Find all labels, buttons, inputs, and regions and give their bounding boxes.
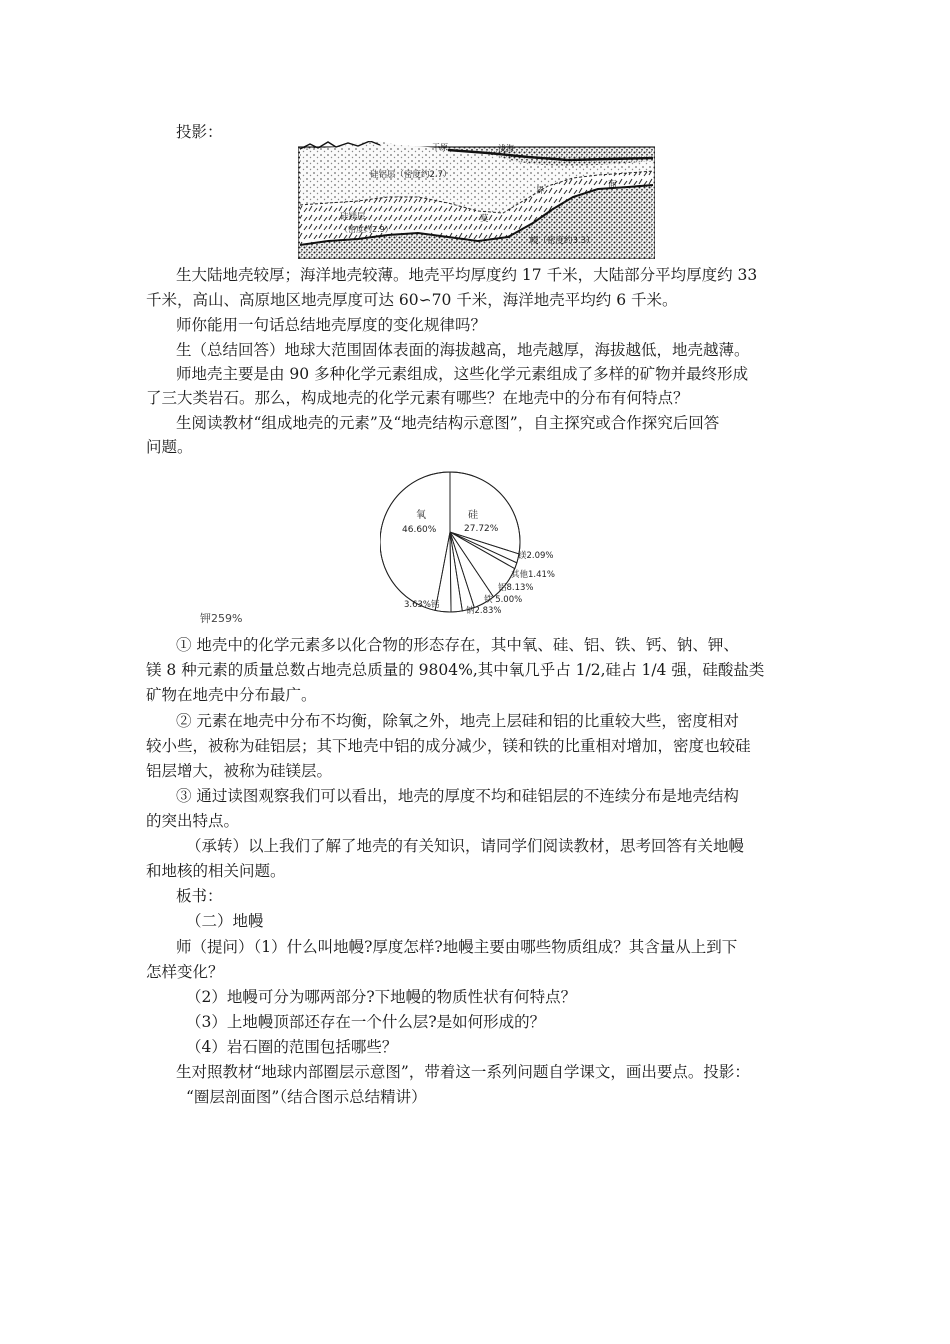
teacher-2-line-2: 了三大类岩石。那么，构成地壳的化学元素有哪些？在地壳中的分布有何特点？: [146, 389, 689, 407]
teacher-question-4: （4）岩石圈的范围包括哪些？: [186, 1038, 398, 1056]
student-3-line-1: 生对照教材“地球内部圈层示意图”，带着这一系列问题自学课文，画出要点。投影：: [176, 1063, 750, 1081]
pie-label-other: 其他1.41%: [511, 570, 556, 580]
point-2-line-1: ② 元素在地壳中分布不均衡，除氧之外，地壳上层硅和铝的比重较大些，密度相对: [176, 712, 739, 730]
point-3-line-2: 的突出特点。: [146, 812, 240, 830]
point-2-line-2: 较小些，被称为硅铝层；其下地壳中铝的成分减少，镁和铁的比重相对增加，密度也较硅: [146, 737, 751, 755]
label-moho: 莫: [480, 214, 489, 224]
label-sima-density: （密度约2.9）: [340, 225, 393, 234]
point-2-line-3: 铝层增大，被称为硅镁层。: [146, 762, 333, 780]
label-boundary: 界: [536, 186, 545, 196]
pie-label-aluminium: 铝8.13%: [498, 583, 534, 593]
board-label: 板书：: [176, 887, 223, 905]
projection-label: 投影：: [176, 123, 223, 141]
teacher-question-1-line-2: 怎样变化？: [146, 963, 224, 981]
point-1-line-1: ① 地壳中的化学元素多以化合物的形态存在，其中氧、硅、铝、铁、钙、钠、钾、: [176, 636, 739, 654]
student-3-line-2: “圈层剖面图”（结合图示总结精讲）: [186, 1088, 427, 1106]
label-dry-plain: 干原: [432, 143, 448, 152]
crust-section-figure: [298, 141, 655, 259]
pie-label-oxygen-name: 氧: [416, 510, 426, 521]
pie-label-silicon-value: 27.72%: [464, 524, 499, 534]
pie-label-magnesium: 镁2.09%: [518, 551, 554, 561]
label-mantle: 幔（密度约3.3）: [530, 236, 595, 246]
label-sial-layer: 硅铝层（密度约2.7）: [370, 170, 452, 180]
label-shallow-sea: 浅海: [498, 144, 514, 153]
potassium-label: 钾259%: [200, 612, 243, 625]
student-2-line-1: 生阅读教材“组成地壳的元素”及“地壳结构示意图”，自主探究或合作探究后回答: [176, 414, 720, 432]
pie-label-silicon-name: 硅: [468, 510, 478, 521]
crust-elements-pie-chart: [380, 462, 590, 622]
teacher-question-1-line-1: 师（提问）（1）什么叫地幔?厚度怎样?地幔主要由哪些物质组成？其含量从上到下: [176, 938, 738, 956]
point-1-line-3: 矿物在地壳中分布最广。: [146, 686, 317, 704]
student-answer-1: 生（总结回答）地球大范围固体表面的海拔越高，地壳越厚，海拔越低，地壳越薄。: [176, 341, 750, 359]
pie-label-iron: 铁 5.00%: [484, 595, 523, 605]
teacher-question-2: （2）地幔可分为哪两部分?下地幔的物质性状有何特点？: [186, 988, 577, 1006]
point-3-line-1: ③ 通过读图观察我们可以看出，地壳的厚度不均和硅铝层的不连续分布是地壳结构: [176, 787, 739, 805]
point-1-line-2: 镁 8 种元素的质量总数占地壳总质量的 9804%,其中氧几乎占 1/2,硅占 1/4 强，硅酸盐类: [146, 661, 765, 679]
paragraph-1-line-1: 生大陆地壳较厚；海洋地壳较薄。地壳平均厚度约 17 千米，大陆部分平均厚度约 33: [176, 266, 758, 284]
pie-label-calcium: 3.63%钙: [404, 600, 440, 610]
pie-label-sodium: 钠2.83%: [466, 606, 502, 616]
paragraph-1-line-2: 千米，高山、高原地区地壳厚度可达 60∽70 千米，海洋地壳平均约 6 千米。: [146, 291, 678, 309]
pie-label-oxygen-value: 46.60%: [402, 525, 437, 535]
teacher-question-1: 师你能用一句话总结地壳厚度的变化规律吗？: [176, 316, 487, 334]
transition-line-2: 和地核的相关问题。: [146, 862, 286, 880]
student-2-line-2: 问题。: [146, 438, 193, 456]
label-face: 面: [608, 180, 617, 190]
transition-line-1: （承转）以上我们了解了地壳的有关知识，请同学们阅读教材，思考回答有关地幔: [186, 837, 745, 855]
section-title-mantle: （二）地幔: [186, 912, 264, 930]
teacher-2-line-1: 师地壳主要是由 90 多种化学元素组成，这些化学元素组成了多样的矿物并最终形成: [176, 365, 749, 383]
label-sima-layer: 硅镁层: [340, 212, 366, 222]
teacher-question-3: （3）上地幔顶部还存在一个什么层?是如何形成的？: [186, 1013, 546, 1031]
